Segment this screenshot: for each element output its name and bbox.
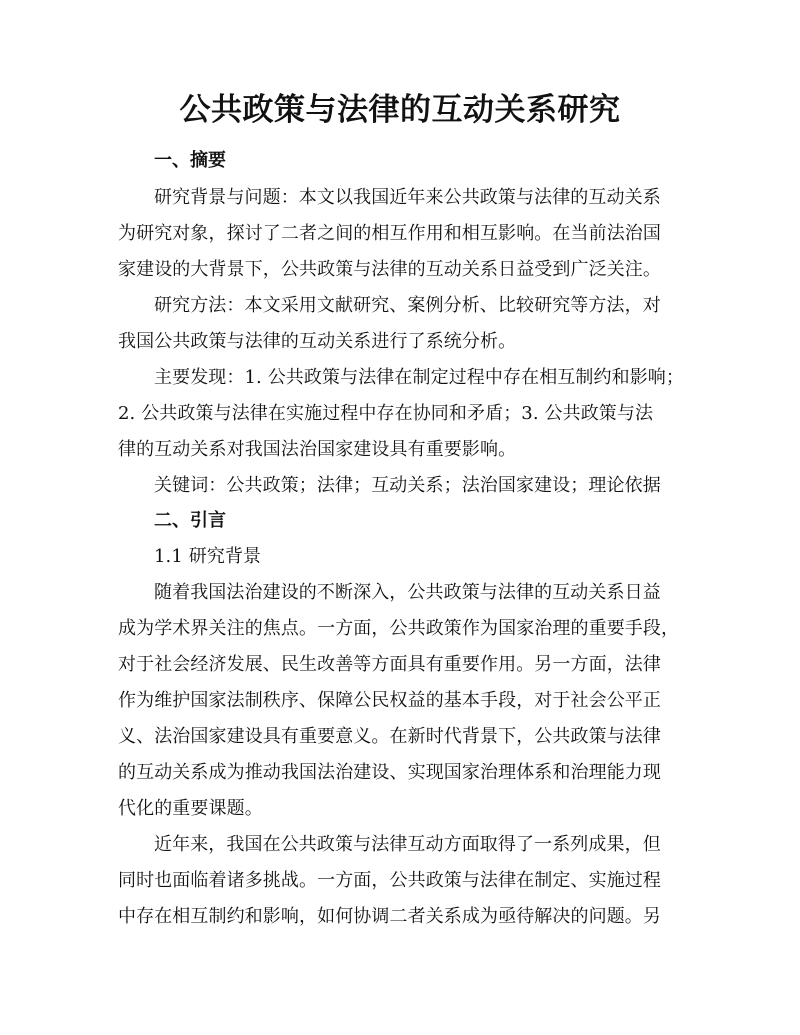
- section-heading-introduction: 二、引言: [154, 510, 226, 531]
- intro-paragraph-1-line-4: 作为维护国家法制秩序、保障公民权益的基本手段，对于社会公平正: [118, 690, 661, 711]
- subsection-heading-research-background: 1.1 研究背景: [154, 546, 262, 567]
- abstract-paragraph-1-line-1: 研究背景与问题：本文以我国近年来公共政策与法律的互动关系: [154, 187, 661, 208]
- intro-paragraph-1-line-2: 成为学术界关注的焦点。一方面，公共政策作为国家治理的重要手段，: [118, 618, 680, 639]
- intro-paragraph-1-line-6: 的互动关系成为推动我国法治建设、实现国家治理体系和治理能力现: [118, 762, 661, 783]
- document-title: 公共政策与法律的互动关系研究: [179, 92, 621, 128]
- intro-paragraph-2-line-2: 同时也面临着诸多挑战。一方面，公共政策与法律在制定、实施过程: [118, 870, 661, 891]
- keywords-line: 关键词：公共政策；法律；互动关系；法治国家建设；理论依据: [154, 475, 661, 496]
- abstract-paragraph-1-line-3: 家建设的大背景下，公共政策与法律的互动关系日益受到广泛关注。: [118, 259, 661, 280]
- abstract-paragraph-1-line-2: 为研究对象，探讨了二者之间的相互作用和相互影响。在当前法治国: [118, 223, 661, 244]
- intro-paragraph-2-line-3: 中存在相互制约和影响，如何协调二者关系成为亟待解决的问题。另: [118, 906, 661, 927]
- intro-paragraph-1-line-3: 对于社会经济发展、民生改善等方面具有重要作用。另一方面，法律: [118, 654, 661, 675]
- abstract-paragraph-2-line-1: 研究方法：本文采用文献研究、案例分析、比较研究等方法，对: [154, 295, 661, 316]
- section-heading-abstract: 一、摘要: [154, 150, 226, 171]
- intro-paragraph-2-line-1: 近年来，我国在公共政策与法律互动方面取得了一系列成果，但: [154, 834, 661, 855]
- abstract-paragraph-3-line-1: 主要发现：1. 公共政策与法律在制定过程中存在相互制约和影响；: [154, 367, 684, 388]
- intro-paragraph-1-line-1: 随着我国法治建设的不断深入，公共政策与法律的互动关系日益: [154, 582, 661, 603]
- intro-paragraph-1-line-5: 义、法治国家建设具有重要意义。在新时代背景下，公共政策与法律: [118, 726, 661, 747]
- intro-paragraph-1-line-7: 代化的重要课题。: [118, 798, 263, 819]
- abstract-paragraph-3-line-3: 律的互动关系对我国法治国家建设具有重要影响。: [118, 439, 517, 460]
- abstract-paragraph-2-line-2: 我国公共政策与法律的互动关系进行了系统分析。: [118, 331, 517, 352]
- abstract-paragraph-3-line-2: 2. 公共政策与法律在实施过程中存在协同和矛盾；3. 公共政策与法: [118, 403, 654, 424]
